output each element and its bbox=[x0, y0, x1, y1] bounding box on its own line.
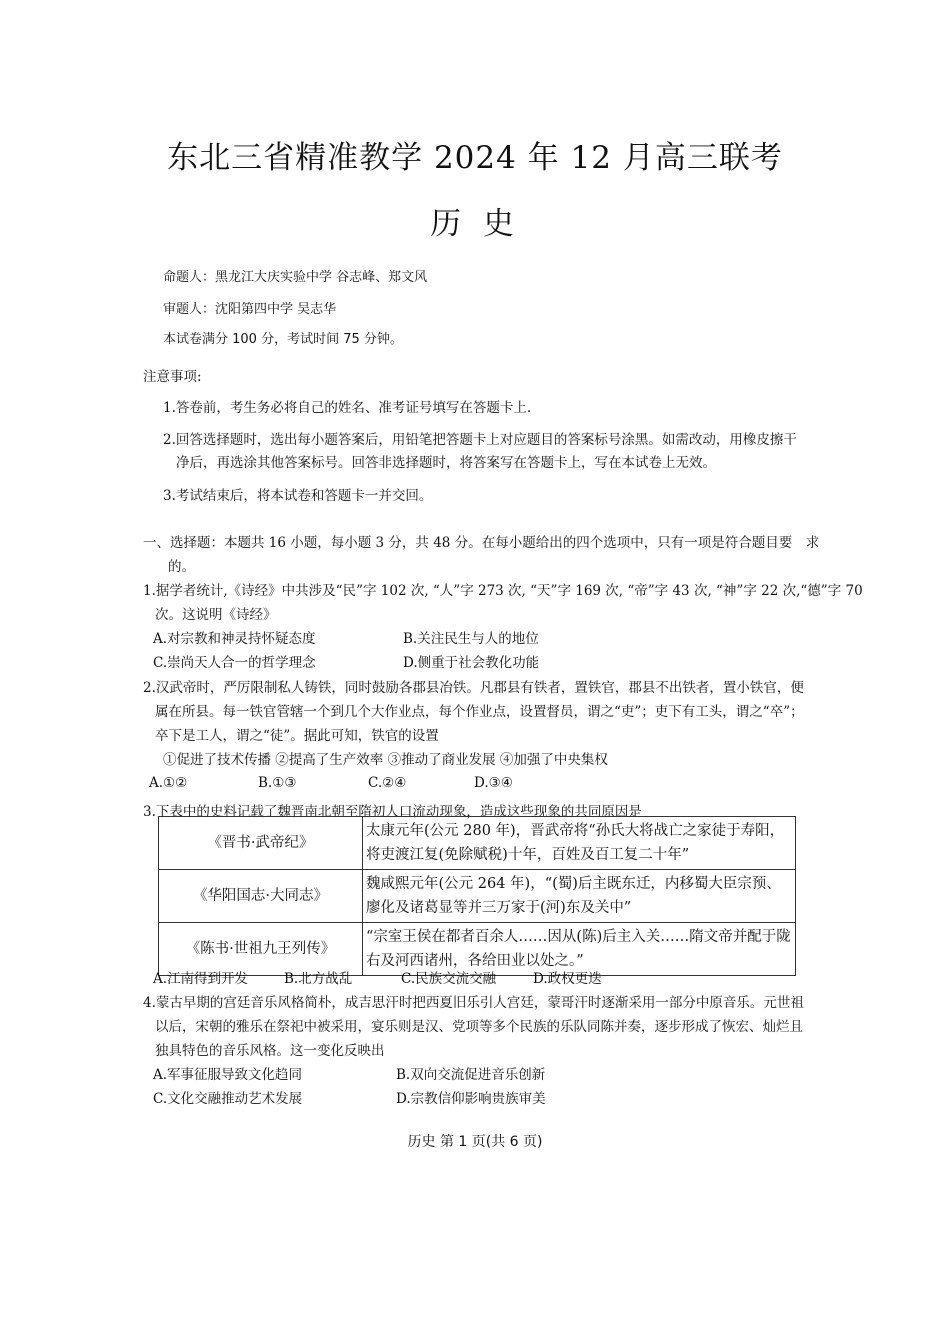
q4-stem: 4.蒙古早期的宫廷音乐风格简朴，成吉思汗时把西夏旧乐引人宫廷，蒙哥汗时逐渐采用一部分中原音乐。元世祖 bbox=[143, 995, 804, 1011]
table-row bbox=[159, 817, 796, 870]
q4-option-a: A.军事征服导致文化趋同 bbox=[153, 1067, 303, 1083]
q2-option-a: A.①② bbox=[149, 775, 188, 791]
source-text: 魏咸熙元年(公元 264 年)，“(蜀)后主既东迁，内移蜀大臣宗预、廖化及诸葛显等并三万家于(河)东及关中” bbox=[363, 870, 796, 923]
q2-stem: 2.汉武帝时，严厉限制私人铸铁，同时鼓励各郡县冶铁。凡郡县有铁者，置铁官，郡县不出铁者，置小铁官，便 bbox=[143, 680, 804, 696]
q2-statements: ①促进了技术传播 ②提高了生产效率 ③推动了商业发展 ④加强了中央集权 bbox=[163, 752, 608, 768]
q3-option-b: B.北方战乱 bbox=[284, 971, 353, 987]
q3-option-c: C.民族交流交融 bbox=[401, 971, 497, 987]
exam-title: 东北三省精准教学 2024 年 12 月高三联考 bbox=[167, 140, 783, 176]
q4-stem-cont-1: 以后，宋朝的雅乐在祭祀中被采用，宴乐则是汉、党项等多个民族的乐队同陈并奏，逐步形成了恢宏、灿烂且 bbox=[155, 1019, 803, 1035]
note-item-2: 2.回答选择题时，选出每小题答案后，用铅笔把答题卡上对应题目的答案标号涂黑。如需改动，用橡皮擦干 bbox=[163, 432, 797, 448]
q3-option-a: A.江南得到开发 bbox=[153, 971, 249, 987]
section-heading: 一、选择题：本题共 16 小题，每小题 3 分，共 48 分。在每小题给出的四个选项中，只有一项是符合题目要 求 bbox=[143, 535, 820, 551]
notes-heading: 注意事项: bbox=[143, 369, 202, 385]
source-title: 《晋书·武帝纪》 bbox=[159, 817, 363, 870]
source-text: “宗室王侯在都者百余人……因从(陈)后主入关……隋文帝并配于陇右及河西诸州，各给田业以处之。” bbox=[363, 923, 796, 976]
source-title: 《华阳国志·大同志》 bbox=[159, 870, 363, 923]
q3-source-table bbox=[158, 816, 796, 976]
q2-option-d: D.③④ bbox=[474, 775, 513, 791]
q1-stem-cont: 次。这说明《诗经》 bbox=[155, 607, 277, 623]
source-text: 太康元年(公元 280 年)，晋武帝将“孙氏大将战亡之家徒于寿阳，将吏渡江复(免除赋税)十年，百姓及百工复二十年” bbox=[363, 817, 796, 870]
section-heading-cont: 的。 bbox=[168, 559, 195, 575]
q2-option-c: C.②④ bbox=[368, 775, 407, 791]
q3-stem: 3.下表中的史料记载了魏晋南北朝至隋初人口流动现象，造成这些现象的共同原因是 bbox=[143, 804, 642, 820]
q2-stem-cont-2: 卒下是工人，谓之“徒”。据此可知，铁官的设置 bbox=[155, 728, 439, 744]
note-item-1: 1.答卷前，考生务必将自己的姓名、准考证号填写在答题卡上. bbox=[163, 400, 532, 416]
q1-option-a: A.对宗教和神灵持怀疑态度 bbox=[153, 631, 316, 647]
q2-option-b: B.①③ bbox=[258, 775, 297, 791]
q1-option-b: B.关注民生与人的地位 bbox=[403, 631, 539, 647]
q2-stem-cont-1: 属在所县。每一铁官管辖一个到几个大作业点，每个作业点，设置督员，谓之“吏”；吏下有工头，谓之“卒”； bbox=[155, 704, 804, 720]
note-item-3: 3.考试结束后，将本试卷和答题卡一并交回。 bbox=[163, 488, 433, 504]
author-line: 命题人：黑龙江大庆实验中学 谷志峰、郑文风 bbox=[163, 270, 428, 285]
table-row bbox=[159, 870, 796, 923]
note-item-2-cont: 净后，再选涂其他答案标号。回答非选择题时，将答案写在答题卡上，写在本试卷上无效。 bbox=[176, 455, 716, 471]
q4-option-c: C.文化交融推动艺术发展 bbox=[153, 1091, 303, 1107]
q1-stem: 1.据学者统计,《诗经》中共涉及“民”字 102 次, “人”字 273 次, “天”字 169 次, “帝”字 43 次, “神”字 22 次,“德”字 70 bbox=[143, 583, 863, 599]
page-footer: 历史 第 1 页(共 6 页) bbox=[407, 1134, 543, 1150]
q3-option-d: D.政权更迭 bbox=[533, 971, 602, 987]
q4-option-d: D.宗教信仰影响贵族审美 bbox=[396, 1091, 546, 1107]
scoring-line: 本试卷满分 100 分，考试时间 75 分钟。 bbox=[163, 332, 403, 347]
q1-option-c: C.崇尚天人合一的哲学理念 bbox=[153, 655, 316, 671]
reviewer-line: 审题人：沈阳第四中学 吴志华 bbox=[163, 302, 337, 317]
source-title: 《陈书·世祖九王列传》 bbox=[159, 923, 363, 976]
q4-stem-cont-2: 独具特色的音乐风格。这一变化反映出 bbox=[155, 1043, 385, 1059]
q4-option-b: B.双向交流促进音乐创新 bbox=[396, 1067, 546, 1083]
q1-option-d: D.侧重于社会教化功能 bbox=[403, 655, 540, 671]
exam-subject: 历 史 bbox=[430, 206, 520, 242]
